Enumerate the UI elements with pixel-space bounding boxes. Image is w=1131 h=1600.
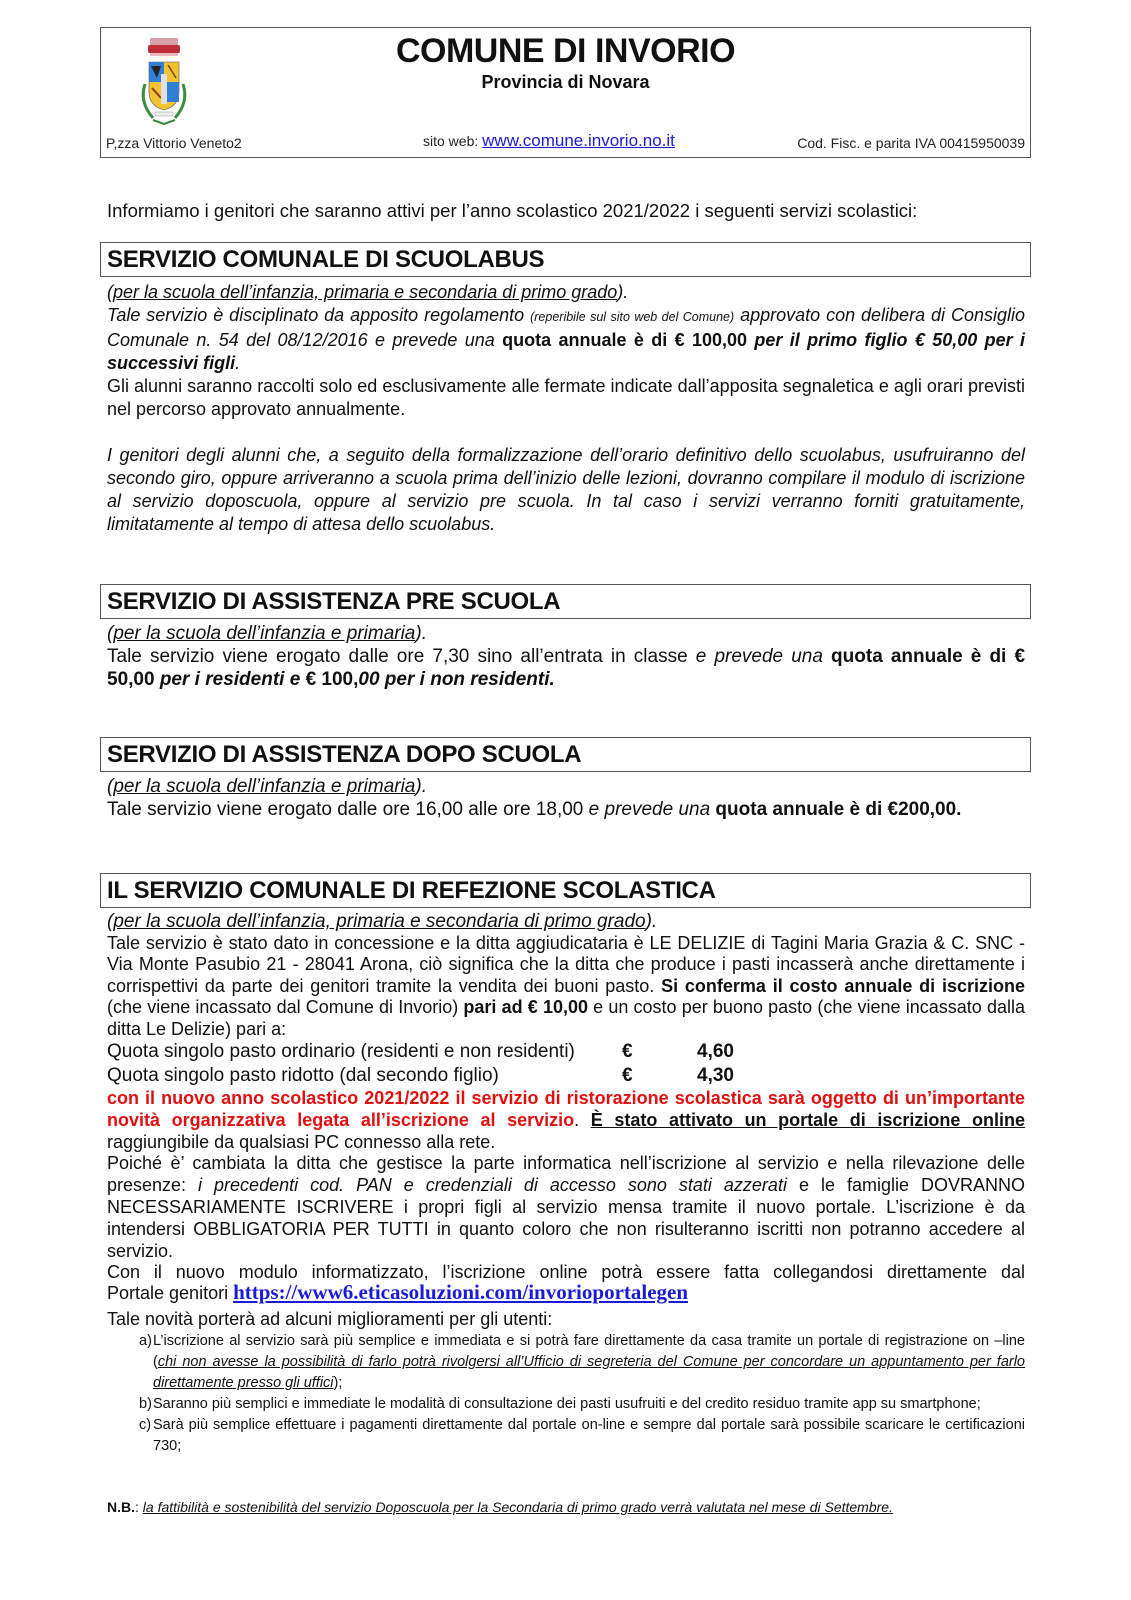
municipality-title: COMUNE DI INVORIO [395, 32, 736, 70]
text: Tale servizio è stato dato in concessione e la ditta aggiudicataria è LE DELIZIE di Tagini Maria Grazia & C. SNC - Via Monte Pasubio 21 - 28041 Arona, ciò significa che la ditta che produce i pasti incasserà anche direttamente i corrispettivi da parte dei genitori tramite la vendita dei buoni pasto. [107, 932, 1025, 996]
text: i precedenti cod. PAN e credenziali di accesso sono stati azzerati [198, 1175, 787, 1196]
list-marker: b) [139, 1396, 152, 1412]
text: . [574, 1109, 591, 1130]
paragraph: Con il nuovo modulo informatizzato, l’iscrizione online potrà essere fatta collegandosi direttamente dal [107, 1262, 1025, 1283]
list-item [107, 1394, 1025, 1415]
text: . [235, 353, 241, 373]
section-header-pre-scuola [100, 584, 1031, 619]
section-title: SERVIZIO DI ASSISTENZA DOPO SCUOLA [107, 741, 582, 768]
list-marker: a) [139, 1333, 152, 1349]
text: approvato con delibera di Consiglio Comunale n. 54 del 08/12/2016 e prevede una [107, 305, 1025, 350]
website-label: sito web: [423, 133, 483, 149]
paragraph: Gli alunni saranno raccolti solo ed esclusivamente alle fermate indicate dall’apposita segnaletica e agli orari previsti nel percorso approvato annualmente. [107, 376, 1025, 419]
list-text: Sarà più semplice effettuare i pagamenti direttamente dal portale on-line e sempre dal portale sarà possibile scaricare le certificazioni 730; [153, 1417, 1025, 1454]
target-open: ( [107, 282, 113, 302]
portal-line [107, 1281, 1025, 1305]
fee-text: per i residenti e [159, 669, 306, 690]
text: Tale servizio viene erogato dalle ore 7,30 sino all’entrata in classe [107, 646, 696, 667]
footnote-label: N.B. [107, 1499, 135, 1515]
fee-text: pari ad € 10,00 [463, 997, 588, 1017]
list-text: ); [333, 1375, 343, 1391]
refezione-body [107, 911, 1025, 1040]
section-title: SERVIZIO COMUNALE DI SCUOLABUS [107, 246, 545, 273]
text: (che viene incassato dal Comune di Invorio) [107, 997, 464, 1017]
fee-text: € 100, [305, 669, 359, 690]
section-header-dopo-scuola [100, 737, 1031, 772]
address: P,zza Vittorio Veneto2 [106, 135, 242, 151]
text: e le famiglie DOVRANNO NECESSARIAMENTE ISCRIVERE i propri figli al servizio mensa tramite il nuovo portale. L’iscrizione è da intendersi OBBLIGATORIA PER TUTTI in quanto coloro che non risulteranno iscritti non potranno accedere al servizio. [107, 1175, 1025, 1261]
target-close: ). [415, 623, 427, 644]
fee-text: Si conferma il costo annuale di iscrizione [661, 975, 1026, 996]
target-audience: per la scuola dell’infanzia, primaria e secondaria di primo grado [113, 911, 646, 932]
target-open: ( [107, 623, 114, 644]
text: e prevede una [588, 799, 716, 820]
refezione-notice [107, 1088, 1025, 1284]
price-value: 4,30 [697, 1065, 734, 1086]
section-title: IL SERVIZIO COMUNALE DI REFEZIONE SCOLASTICA [107, 877, 716, 904]
fee-text: 00 per i non residenti. [358, 669, 555, 690]
price-currency: € [622, 1041, 633, 1062]
fee-text: per il primo figlio € 50,00 per i successivi figli [107, 330, 1025, 373]
text: e un costo per buono pasto (che viene incassato dalla ditta Le Delizie) pari a: [107, 997, 1025, 1039]
section-header-refezione [100, 873, 1031, 908]
text: Poiché è’ cambiata la ditta che gestisce la parte informatica nell’iscrizione al servizio e nella rilevazione delle presenze: [107, 1153, 1025, 1196]
price-currency: € [622, 1065, 633, 1086]
list-note: chi non avesse la possibilità di farlo potrà rivolgersi all’Ufficio di segreteria del Comune per concordare un appuntamento per farlo direttamente presso gli uffici [153, 1354, 1025, 1391]
text: raggiungibile da qualsiasi PC connesso alla rete. [107, 1131, 496, 1152]
section-title: SERVIZIO DI ASSISTENZA PRE SCUOLA [107, 588, 561, 615]
target-close: ). [645, 911, 658, 932]
improvements-list [107, 1331, 1025, 1457]
text: e prevede una [695, 646, 832, 667]
province-subtitle: Provincia di Novara [481, 72, 650, 92]
text: Tale servizio viene erogato dalle ore 16,00 alle ore 18,00 [107, 799, 589, 820]
pre-scuola-body [107, 622, 1025, 691]
fee-text: quota annuale è di € 100,00 [502, 330, 755, 350]
list-item [107, 1415, 1025, 1457]
footnote-text: la fattibilità e sostenibilità del servizio Doposcuola per la Secondaria di primo grado verrà valutata nel mese di Settembre. [142, 1499, 893, 1515]
text: Tale servizio è disciplinato da apposito regolamento [107, 305, 531, 325]
letterhead [100, 27, 1031, 158]
portal-url-link[interactable]: https://www6.eticasoluzioni.com/invorioportalegen [233, 1280, 689, 1304]
list-text: Saranno più semplici e immediate le modalità di consultazione dei pasti usufruiti e del credito residuo tramite app su smartphone; [153, 1396, 981, 1412]
improvements-intro: Tale novità porterà ad alcuni miglioramenti per gli utenti: [107, 1309, 553, 1329]
target-open: ( [107, 911, 114, 932]
portal-label: Portale genitori [107, 1283, 234, 1303]
paragraph: I genitori degli alunni che, a seguito della formalizzazione dell’orario definitivo dello scuolabus, usufruiranno del secondo giro, oppure arriveranno a scuola prima dell’inizio delle lezioni, dovranno compilare il modulo di iscrizione al servizio doposcuola, oppure al servizio pre scuola. In tal caso i servizi verranno forniti gratuitamente, limitatamente al tempo di attesa dello scuolabus. [107, 445, 1025, 534]
list-text: L’iscrizione al servizio sarà più semplice e immediata e si potrà fare direttamente da casa tramite un portale di registrazione on –line ( [153, 1333, 1025, 1370]
footnote [107, 1499, 893, 1515]
text-small: (reperibile sul sito web del Comune) [530, 310, 735, 324]
target-open: ( [107, 776, 114, 797]
red-notice: con il nuovo anno scolastico 2021/2022 il servizio di ristorazione scolastica sarà oggetto di un’importante novità organizzativa legata all’iscrizione al servizio [107, 1088, 1025, 1130]
price-value: 4,60 [697, 1041, 734, 1062]
fee-text: quota annuale è di € 50,00 [107, 646, 1026, 690]
price-label: Quota singolo pasto ridotto (dal secondo figlio) [107, 1065, 499, 1086]
website-link[interactable]: www.comune.invorio.no.it [482, 131, 675, 150]
target-close: ). [415, 776, 427, 797]
list-item [107, 1331, 1025, 1394]
target-audience: per la scuola dell’infanzia e primaria [113, 623, 416, 644]
price-label: Quota singolo pasto ordinario (residenti e non residenti) [107, 1041, 575, 1062]
target-audience: per la scuola dell’infanzia e primaria [113, 776, 416, 797]
footnote-sep: : [135, 1499, 143, 1515]
scuolabus-body [107, 281, 1025, 536]
fee-text: quota annuale è di €200,00. [715, 799, 962, 820]
target-audience: per la scuola dell’infanzia, primaria e secondaria di primo grado [113, 282, 618, 302]
tax-code: Cod. Fisc. e parita IVA 00415950039 [797, 135, 1025, 151]
target-close: ). [617, 282, 629, 302]
section-header-scuolabus [100, 242, 1031, 277]
intro-text: Informiamo i genitori che saranno attivi per l’anno scolastico 2021/2022 i seguenti servizi scolastici: [107, 200, 918, 221]
portal-announcement: È stato attivato un portale di iscrizione online [590, 1109, 1025, 1130]
list-marker: c) [139, 1417, 152, 1433]
website [423, 131, 675, 151]
dopo-scuola-body [107, 775, 1025, 821]
